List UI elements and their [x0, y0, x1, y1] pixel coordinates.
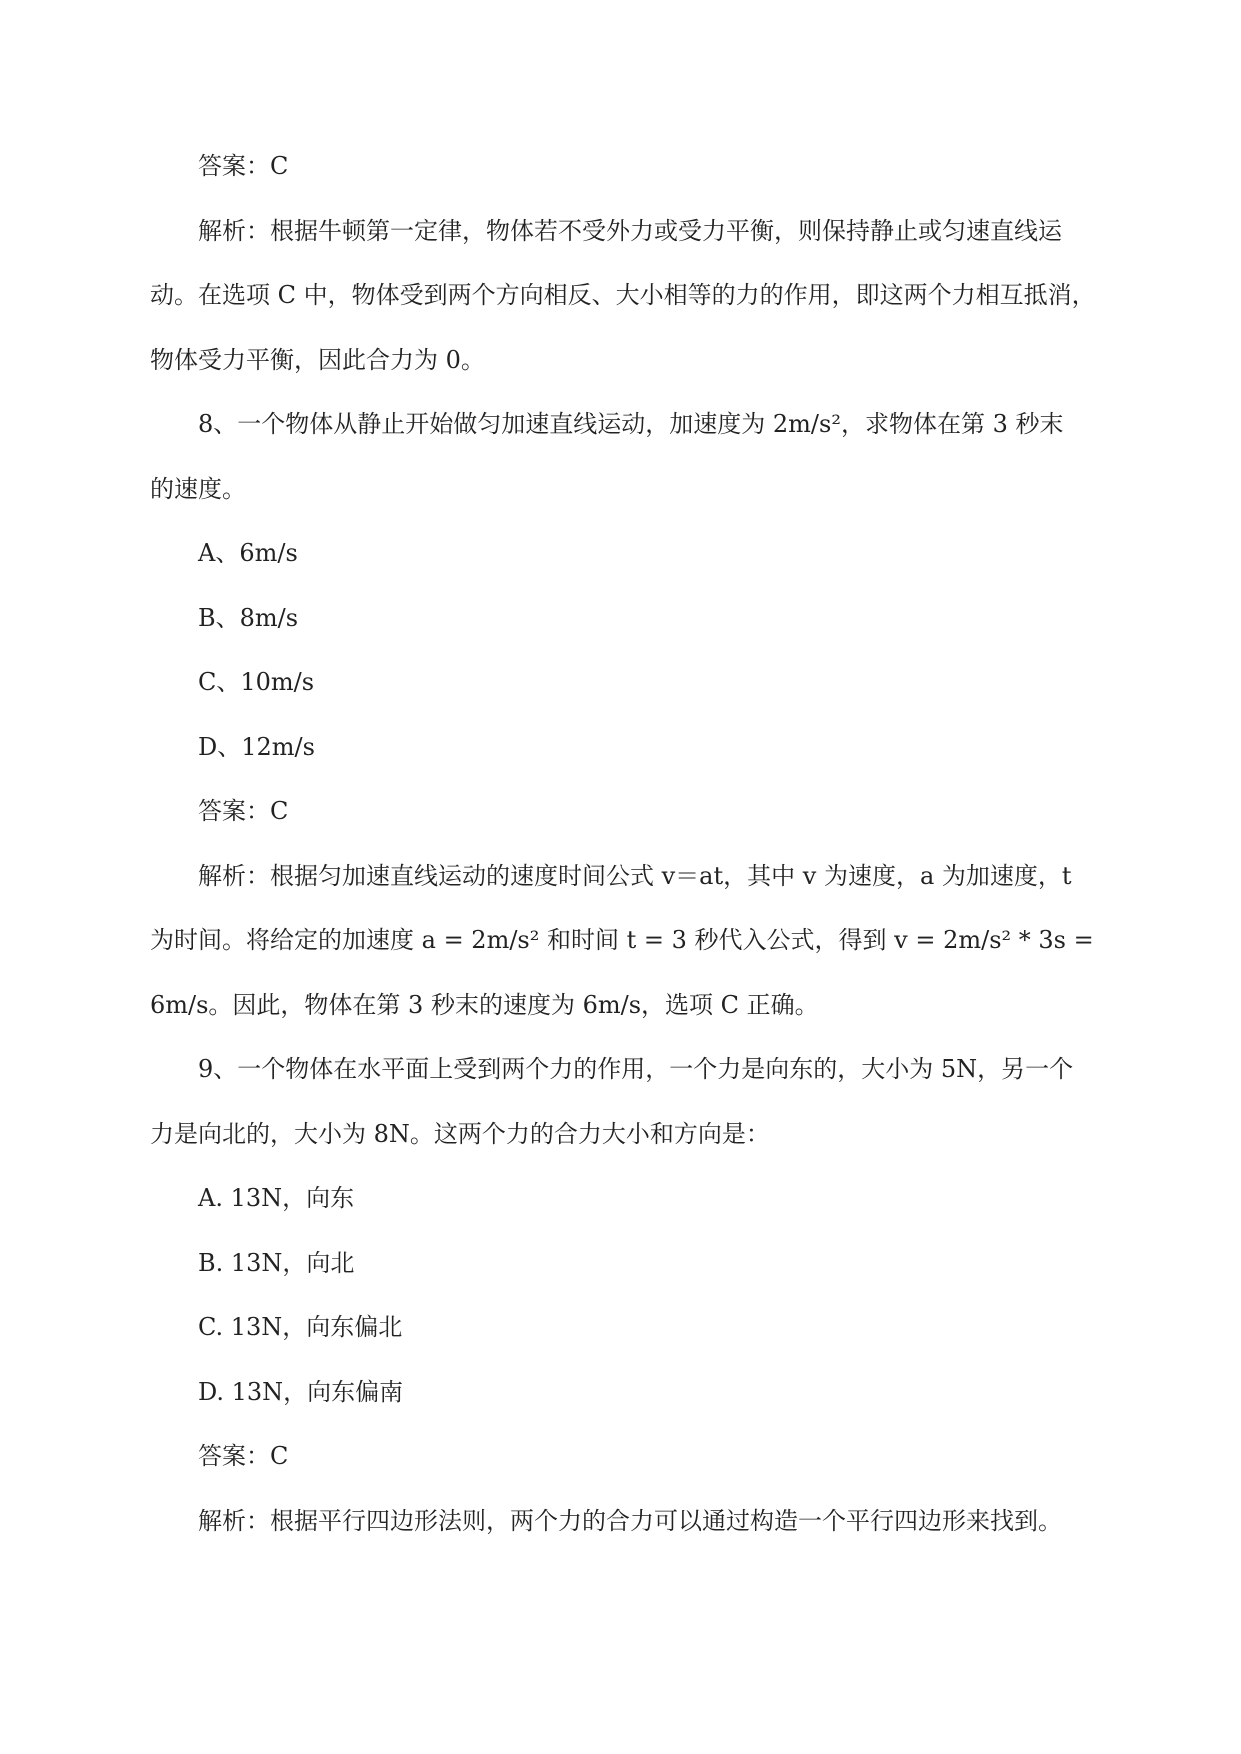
answer-line: 答案：C [198, 1442, 289, 1470]
explanation-line: 物体受力平衡，因此合力为 0。 [150, 345, 485, 374]
option-line: C. 13N，向东偏北 [198, 1313, 403, 1341]
option-line: D、12m/s [198, 732, 315, 761]
explanation-line: 解析：根据牛顿第一定律，物体若不受外力或受力平衡，则保持静止或匀速直线运 [198, 216, 1062, 245]
question-line: 的速度。 [150, 474, 246, 503]
document-body [150, 134, 1100, 1553]
option-line: A. 13N，向东 [198, 1184, 355, 1212]
question-line: 8、一个物体从静止开始做匀加速直线运动，加速度为 2m/s²，求物体在第 3 秒末 [198, 410, 1064, 438]
option-line: A、6m/s [198, 539, 298, 567]
explanation-line: 6m/s。因此，物体在第 3 秒末的速度为 6m/s，选项 C 正确。 [150, 990, 819, 1019]
answer-line: 答案：C [198, 152, 289, 180]
question-line: 力是向北的，大小为 8N。这两个力的合力大小和方向是： [150, 1119, 770, 1148]
question-line: 9、一个物体在水平面上受到两个力的作用，一个力是向东的，大小为 5N，另一个 [198, 1055, 1074, 1083]
option-line: C、10m/s [198, 668, 315, 696]
explanation-line: 为时间。将给定的加速度 a = 2m/s² 和时间 t = 3 秒代入公式，得到 v = 2m/s² * 3s = [150, 926, 1094, 954]
explanation-line: 动。在选项 C 中，物体受到两个方向相反、大小相等的力的作用，即这两个力相互抵消， [150, 281, 1096, 309]
answer-line: 答案：C [198, 797, 289, 825]
option-line: B、8m/s [198, 603, 299, 632]
option-line: D. 13N，向东偏南 [198, 1377, 404, 1406]
option-line: B. 13N，向北 [198, 1248, 355, 1277]
explanation-line: 解析：根据匀加速直线运动的速度时间公式 v＝at，其中 v 为速度，a 为加速度，t [198, 861, 1072, 890]
explanation-line: 解析：根据平行四边形法则，两个力的合力可以通过构造一个平行四边形来找到。 [198, 1506, 1062, 1535]
